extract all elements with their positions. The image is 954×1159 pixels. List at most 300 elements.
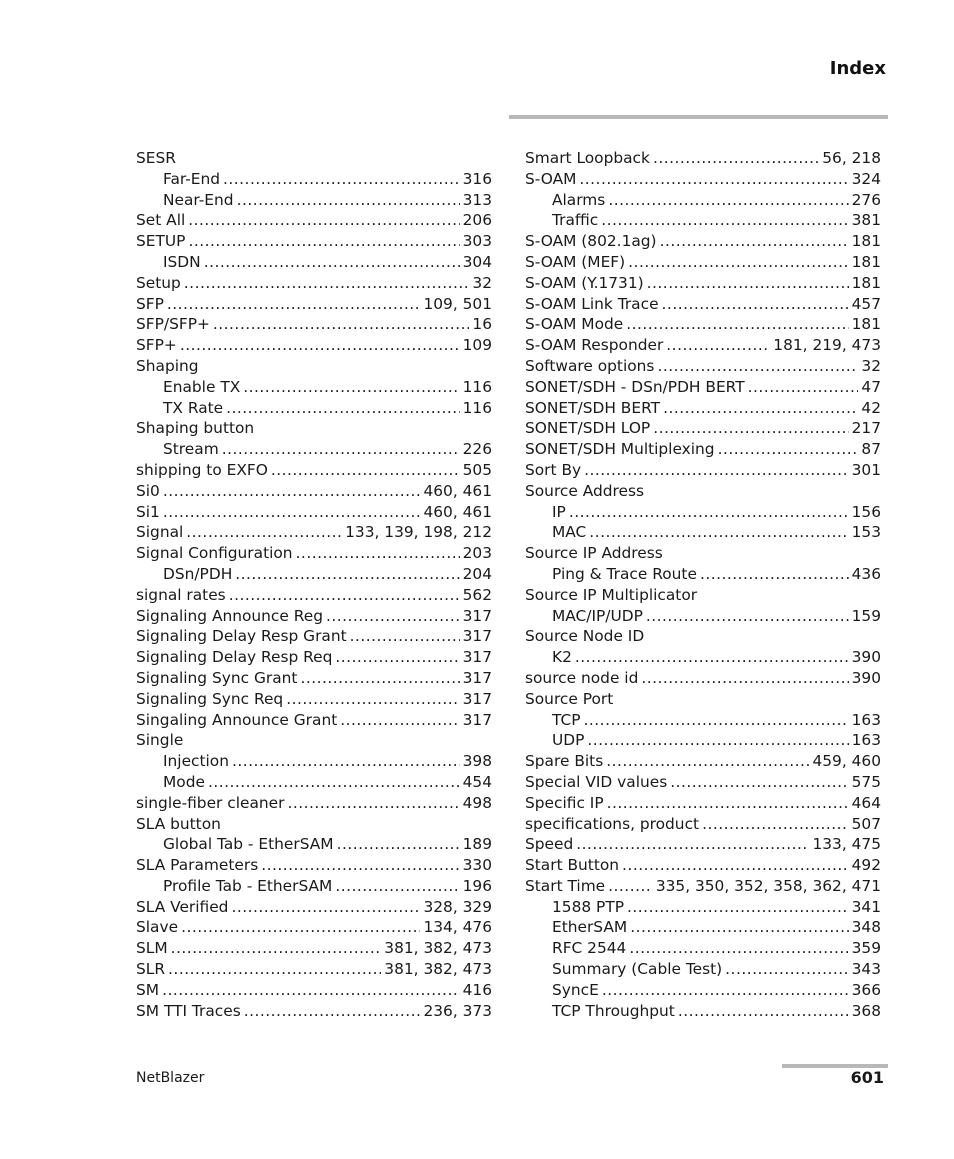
index-entry [525, 481, 881, 502]
index-page-refs: 163 [851, 731, 881, 750]
dot-leader [300, 668, 459, 689]
index-term: Source Address [525, 481, 645, 500]
index-term: 1588 PTP [552, 897, 625, 916]
index-subentry [525, 710, 881, 731]
dot-leader [608, 876, 653, 897]
index-term: Enable TX [163, 377, 241, 396]
index-entry [525, 231, 881, 252]
dot-leader [340, 710, 459, 731]
index-term: Speed [525, 835, 574, 854]
index-entry [136, 148, 492, 169]
index-page-refs: 42 [861, 398, 881, 417]
index-page-refs: 457 [851, 294, 881, 313]
index-subentry [136, 398, 492, 419]
dot-leader [657, 356, 858, 377]
index-entry [136, 460, 492, 481]
index-term: Singaling Announce Grant [136, 710, 338, 729]
index-term: Summary (Cable Test) [552, 960, 723, 979]
dot-leader [662, 294, 849, 315]
index-term: S-OAM Link Trace [525, 294, 659, 313]
index-term: Stream [163, 440, 219, 459]
dot-leader [335, 876, 459, 897]
index-term: SESR [136, 149, 176, 167]
index-entry [136, 897, 492, 918]
index-entry [525, 460, 881, 481]
dot-leader [188, 231, 459, 252]
dot-leader [213, 314, 470, 335]
index-page-refs: 498 [462, 793, 492, 812]
index-page-refs: 381 [851, 211, 881, 230]
index-entry [136, 730, 492, 751]
index-term: SM TTI Traces [136, 1001, 241, 1020]
index-subentry [136, 772, 492, 793]
index-term: single-fiber cleaner [136, 793, 285, 812]
index-entry [136, 543, 492, 564]
index-term: Specific IP [525, 793, 604, 812]
index-entry [525, 418, 881, 439]
index-term: S-OAM Responder [525, 336, 664, 355]
index-page-refs: 189 [462, 835, 492, 854]
index-term: TCP Throughput [552, 1001, 675, 1020]
index-subentry [136, 751, 492, 772]
index-page-refs: 134, 476 [423, 918, 492, 937]
dot-leader [167, 294, 421, 315]
index-page-refs: 464 [851, 793, 881, 812]
index-entry [136, 210, 492, 231]
index-page-refs: 454 [462, 772, 492, 791]
index-term: Far-End [163, 169, 221, 188]
index-subentry [525, 980, 881, 1001]
index-entry [136, 231, 492, 252]
index-term: Sort By [525, 460, 582, 479]
dot-leader [700, 564, 849, 585]
index-page-refs: 204 [462, 564, 492, 583]
index-term: Source IP Address [525, 544, 663, 563]
index-page-refs: 359 [851, 939, 881, 958]
index-term: Traffic [552, 211, 599, 230]
index-entry [525, 169, 881, 190]
index-term: Software options [525, 356, 655, 375]
index-page-refs: 317 [462, 710, 492, 729]
index-page-refs: 343 [851, 960, 881, 979]
dot-leader [261, 855, 459, 876]
dot-leader [576, 834, 809, 855]
index-term: SFP+ [136, 336, 177, 355]
index-subentry [136, 834, 492, 855]
dot-leader [326, 606, 460, 627]
index-entry [525, 689, 881, 710]
dot-leader [208, 772, 460, 793]
index-entry [525, 294, 881, 315]
dot-leader [296, 543, 460, 564]
dot-leader [163, 502, 421, 523]
index-subentry [525, 917, 881, 938]
index-term: SFP [136, 294, 164, 313]
index-term: SLA Parameters [136, 856, 259, 875]
index-term: Shaping [136, 356, 199, 375]
index-page-refs: 87 [861, 440, 881, 459]
dot-leader [235, 564, 459, 585]
dot-leader [171, 938, 382, 959]
index-term: UDP [552, 731, 585, 750]
index-term: Smart Loopback [525, 149, 650, 167]
index-entry [525, 772, 881, 793]
dot-leader [180, 335, 460, 356]
index-page-refs: 116 [462, 398, 492, 417]
dot-leader [168, 959, 381, 980]
index-term: SETUP [136, 232, 186, 251]
dot-leader [653, 418, 848, 439]
index-subentry [525, 647, 881, 668]
index-page-refs: 276 [851, 190, 881, 209]
index-entry [136, 668, 492, 689]
index-subentry [525, 522, 881, 543]
index-entry [136, 356, 492, 377]
dot-leader [223, 169, 460, 190]
dot-leader [607, 793, 849, 814]
index-term: S-OAM (Y.1731) [525, 273, 644, 292]
index-entry [136, 522, 492, 543]
index-page-refs: 206 [462, 211, 492, 230]
index-page-refs: 313 [462, 190, 492, 209]
index-subentry [136, 439, 492, 460]
index-entry [525, 148, 881, 169]
index-page-refs: 156 [851, 502, 881, 521]
dot-leader [584, 710, 849, 731]
dot-leader [271, 460, 460, 481]
index-entry [136, 647, 492, 668]
index-term: signal rates [136, 585, 226, 604]
index-term: TCP [552, 710, 581, 729]
index-entry [525, 668, 881, 689]
index-term: Source Node ID [525, 627, 645, 646]
index-entry [136, 855, 492, 876]
index-page-refs: 562 [462, 585, 492, 604]
index-term: Signaling Delay Resp Req [136, 648, 333, 667]
index-term: Special VID values [525, 772, 668, 791]
index-page-refs: 368 [851, 1001, 881, 1020]
index-subentry [525, 564, 881, 585]
dot-leader [627, 897, 849, 918]
index-subentry [525, 606, 881, 627]
index-entry [525, 439, 881, 460]
index-page-refs: 460, 461 [423, 502, 492, 521]
index-page-refs: 328, 329 [423, 897, 492, 916]
index-entry [525, 814, 881, 835]
index-entry [136, 606, 492, 627]
index-entry [136, 980, 492, 1001]
index-page-refs: 460, 461 [423, 481, 492, 500]
dot-leader [748, 377, 859, 398]
index-entry [525, 273, 881, 294]
index-page-refs: 390 [851, 648, 881, 667]
index-entry [136, 689, 492, 710]
index-subentry [525, 897, 881, 918]
index-page-refs: 316 [462, 169, 492, 188]
dot-leader [670, 772, 848, 793]
index-term: SLA Verified [136, 897, 229, 916]
index-term: specifications, product [525, 814, 700, 833]
dot-leader [163, 481, 421, 502]
dot-leader [587, 730, 848, 751]
index-term: Source Port [525, 689, 614, 708]
index-page-refs: 181 [851, 315, 881, 334]
index-page-refs: 304 [462, 252, 492, 271]
index-term: SyncE [552, 980, 599, 999]
index-term: Si0 [136, 481, 160, 500]
footer-product-name: NetBlazer [136, 1070, 205, 1086]
index-term: EtherSAM [552, 918, 628, 937]
index-entry [525, 751, 881, 772]
index-term: SONET/SDH - DSn/PDH BERT [525, 377, 745, 396]
index-term: Injection [163, 752, 229, 771]
index-entry [525, 356, 881, 377]
index-entry [136, 335, 492, 356]
index-entry [136, 585, 492, 606]
index-page-refs: 153 [851, 523, 881, 542]
index-term: K2 [552, 648, 572, 667]
index-entry [136, 710, 492, 731]
index-term: Start Time [525, 876, 606, 895]
dot-leader [337, 834, 460, 855]
index-page-refs: 196 [462, 876, 492, 895]
dot-leader [186, 522, 342, 543]
index-page-refs: 381, 382, 473 [384, 939, 492, 958]
index-page-refs: 436 [851, 564, 881, 583]
index-term: Signal Configuration [136, 544, 293, 563]
index-page-refs: 317 [462, 606, 492, 625]
dot-leader [641, 668, 848, 689]
index-page-refs: 330 [462, 856, 492, 875]
dot-leader [579, 169, 848, 190]
dot-leader [162, 980, 460, 1001]
index-term: Single [136, 731, 184, 750]
index-term: Slave [136, 918, 179, 937]
index-term: Signaling Sync Req [136, 689, 284, 708]
index-page-refs: 203 [462, 544, 492, 563]
index-term: S-OAM [525, 169, 577, 188]
index-page-refs: 116 [462, 377, 492, 396]
dot-leader [243, 377, 459, 398]
index-page-refs: 301 [851, 460, 881, 479]
index-term: Global Tab - EtherSAM [163, 835, 334, 854]
index-entry [525, 793, 881, 814]
index-term: Mode [163, 772, 205, 791]
index-subentry [136, 876, 492, 897]
index-page-refs: 133, 475 [812, 835, 881, 854]
dot-leader [350, 626, 460, 647]
index-term: Si1 [136, 502, 160, 521]
index-term: Source IP Multiplicator [525, 585, 698, 604]
index-term: RFC 2544 [552, 939, 627, 958]
index-entry [525, 876, 881, 897]
index-term: S-OAM (802.1ag) [525, 232, 657, 251]
index-term: Profile Tab - EtherSAM [163, 876, 333, 895]
dot-leader [287, 793, 459, 814]
dot-leader [626, 314, 848, 335]
index-entry [136, 917, 492, 938]
index-entry [136, 938, 492, 959]
index-subentry [525, 210, 881, 231]
index-term: TX Rate [163, 398, 224, 417]
index-term: shipping to EXFO [136, 460, 268, 479]
dot-leader [589, 522, 848, 543]
dot-leader [222, 439, 460, 460]
index-page-refs: 492 [851, 856, 881, 875]
index-term: Set All [136, 211, 186, 230]
index-page-refs: 341 [851, 897, 881, 916]
dot-leader [204, 252, 460, 273]
dot-leader [181, 917, 420, 938]
index-term: SFP/SFP+ [136, 315, 210, 334]
index-page-refs: 226 [462, 440, 492, 459]
index-page-refs: 303 [462, 232, 492, 251]
dot-leader [608, 190, 848, 211]
index-entry [136, 273, 492, 294]
index-entry [136, 502, 492, 523]
dot-leader [725, 959, 848, 980]
index-page-refs: 133, 139, 198, 212 [345, 523, 492, 542]
index-page-refs: 324 [851, 169, 881, 188]
index-page-refs: 32 [861, 356, 881, 375]
index-page-refs: 109, 501 [423, 294, 492, 313]
index-term: Spare Bits [525, 752, 604, 771]
index-page-refs: 390 [851, 668, 881, 687]
index-term: Signaling Announce Reg [136, 606, 323, 625]
index-term: S-OAM (MEF) [525, 252, 626, 271]
dot-leader [622, 855, 849, 876]
dot-leader [575, 647, 849, 668]
dot-leader [602, 980, 849, 1001]
index-subentry [525, 959, 881, 980]
dot-leader [666, 335, 770, 356]
dot-leader [629, 938, 848, 959]
index-page-refs: 32 [472, 273, 492, 292]
index-entry [136, 418, 492, 439]
index-page-refs: 159 [851, 606, 881, 625]
dot-leader [286, 689, 459, 710]
index-entry [136, 294, 492, 315]
dot-leader [584, 460, 849, 481]
index-subentry [525, 502, 881, 523]
index-page-refs: 181 [851, 232, 881, 251]
index-subentry [136, 564, 492, 585]
index-page-refs: 317 [462, 668, 492, 687]
dot-leader [628, 252, 848, 273]
index-page-refs: 181 [851, 273, 881, 292]
index-term: Alarms [552, 190, 606, 209]
index-term: SLR [136, 960, 166, 979]
index-term: IP [552, 502, 566, 521]
index-page-refs: 217 [851, 419, 881, 438]
index-page-refs: 366 [851, 980, 881, 999]
index-page-refs: 398 [462, 752, 492, 771]
index-subentry [136, 377, 492, 398]
index-page-refs: 317 [462, 627, 492, 646]
index-entry [136, 793, 492, 814]
dot-leader [232, 751, 460, 772]
dot-leader [184, 273, 470, 294]
index-term: source node id [525, 668, 639, 687]
index-subentry [525, 730, 881, 751]
dot-leader [678, 1001, 849, 1022]
page-number: 601 [850, 1068, 884, 1087]
index-entry [525, 252, 881, 273]
header-rule [509, 115, 888, 119]
index-subentry [136, 252, 492, 273]
dot-leader [569, 502, 849, 523]
index-entry [525, 377, 881, 398]
index-entry [525, 834, 881, 855]
index-subentry [525, 190, 881, 211]
dot-leader [660, 231, 849, 252]
index-page-refs: 109 [462, 336, 492, 355]
index-entry [136, 626, 492, 647]
dot-leader [653, 148, 819, 169]
index-page-refs: 575 [851, 772, 881, 791]
index-entry [525, 543, 881, 564]
index-entry [525, 398, 881, 419]
index-page-refs: 181 [851, 252, 881, 271]
index-term: Shaping button [136, 419, 255, 438]
index-term: Signaling Sync Grant [136, 668, 298, 687]
index-page-refs: 348 [851, 918, 881, 937]
index-subentry [525, 938, 881, 959]
index-entry [525, 626, 881, 647]
index-entry [136, 814, 492, 835]
index-term: SLM [136, 939, 168, 958]
index-column-left [136, 148, 492, 1021]
dot-leader [244, 1001, 421, 1022]
index-term: SONET/SDH LOP [525, 419, 651, 438]
dot-leader [718, 439, 859, 460]
index-page-refs: 381, 382, 473 [384, 960, 492, 979]
index-term: SLA button [136, 814, 221, 833]
index-subentry [525, 1001, 881, 1022]
dot-leader [646, 606, 849, 627]
index-term: S-OAM Mode [525, 315, 624, 334]
dot-leader [188, 210, 459, 231]
index-entry [525, 314, 881, 335]
index-page-refs: 505 [462, 460, 492, 479]
index-page-refs: 507 [851, 814, 881, 833]
index-term: Ping & Trace Route [552, 564, 697, 583]
index-page-refs: 236, 373 [423, 1001, 492, 1020]
index-page-refs: 459, 460 [812, 752, 881, 771]
index-page-refs: 16 [472, 315, 492, 334]
dot-leader [237, 190, 460, 211]
dot-leader [231, 897, 420, 918]
index-term: Signaling Delay Resp Grant [136, 627, 347, 646]
index-term: ISDN [163, 252, 201, 271]
index-term: DSn/PDH [163, 564, 233, 583]
index-term: Signal [136, 523, 184, 542]
dot-leader [702, 814, 849, 835]
index-term: MAC [552, 523, 587, 542]
index-entry [136, 314, 492, 335]
index-page-refs: 317 [462, 648, 492, 667]
index-term: Near-End [163, 190, 234, 209]
index-term: Setup [136, 273, 181, 292]
dot-leader [226, 398, 459, 419]
index-term: SM [136, 980, 160, 999]
index-term: Start Button [525, 856, 620, 875]
index-entry [136, 1001, 492, 1022]
dot-leader [229, 585, 460, 606]
dot-leader [601, 210, 848, 231]
dot-leader [647, 273, 849, 294]
index-entry [136, 959, 492, 980]
